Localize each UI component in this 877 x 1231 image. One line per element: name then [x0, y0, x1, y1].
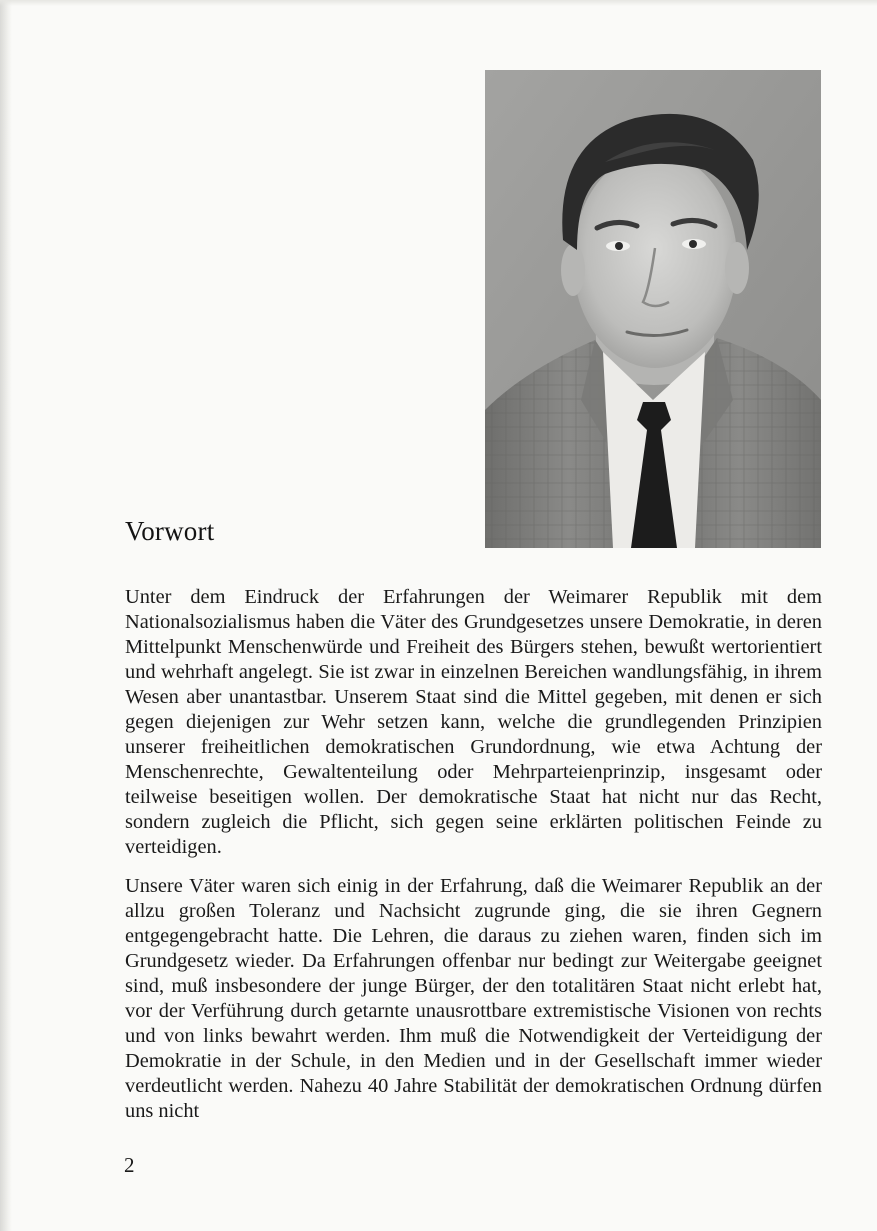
scan-shadow-top — [0, 0, 877, 6]
paragraph-1: Unter dem Eindruck der Erfahrungen der Weimarer Republik mit dem Nationalsozialismus haben die Väter des Grundgesetzes unsere Demokratie, in deren Mittelpunkt Menschenwürde und Freiheit des Bürgers stehen, bewußt wertorientiert und wehrhaft angelegt. Sie ist zwar in einzelnen Bereichen wandlungsfähig, in ihrem Wesen aber unantastbar. Unserem Staat sind die Mittel gegeben, mit denen er sich gegen diejenigen zur Wehr setzen kann, welche die grundlegenden Prinzipien unserer freiheitlichen demokratischen Grundordnung, wie etwa Achtung der Menschenrechte, Gewaltenteilung oder Mehrparteienprinzip, insgesamt oder teilweise beseitigen wollen. Der demokratische Staat hat nicht nur das Recht, sondern zugleich die Pflicht, sich gegen seine erklärten politischen Feinde zu verteidigen. — [125, 586, 822, 858]
author-portrait-photo — [485, 70, 821, 548]
paragraph-2: Unsere Väter waren sich einig in der Erfahrung, daß die Weimarer Republik an der allzu großen Toleranz und Nachsicht zugrunde ging, die sie ihren Gegnern entgegengebracht hatte. Die Lehren, die daraus zu ziehen waren, finden sich im Grundgesetz wieder. Da Erfahrungen offenbar nur bedingt zur Weitergabe geeignet sind, muß insbesondere der junge Bürger, der den totalitären Staat nicht erlebt hat, vor der Verführung durch getarnte unausrottbare extremistische Visionen von rechts und von links bewahrt werden. Ihm muß die Notwendigkeit der Verteidigung der Demokratie in der Schule, in den Medien und in der Gesellschaft immer wieder verdeutlicht werden. Nahezu 40 Jahre Stabilität der demokratischen Ordnung dürfen uns nicht — [125, 875, 822, 1122]
page-number: 2 — [124, 1153, 135, 1177]
scan-shadow-left — [0, 0, 12, 1231]
body-text — [125, 585, 822, 1124]
page-heading: Vorwort — [125, 516, 215, 546]
